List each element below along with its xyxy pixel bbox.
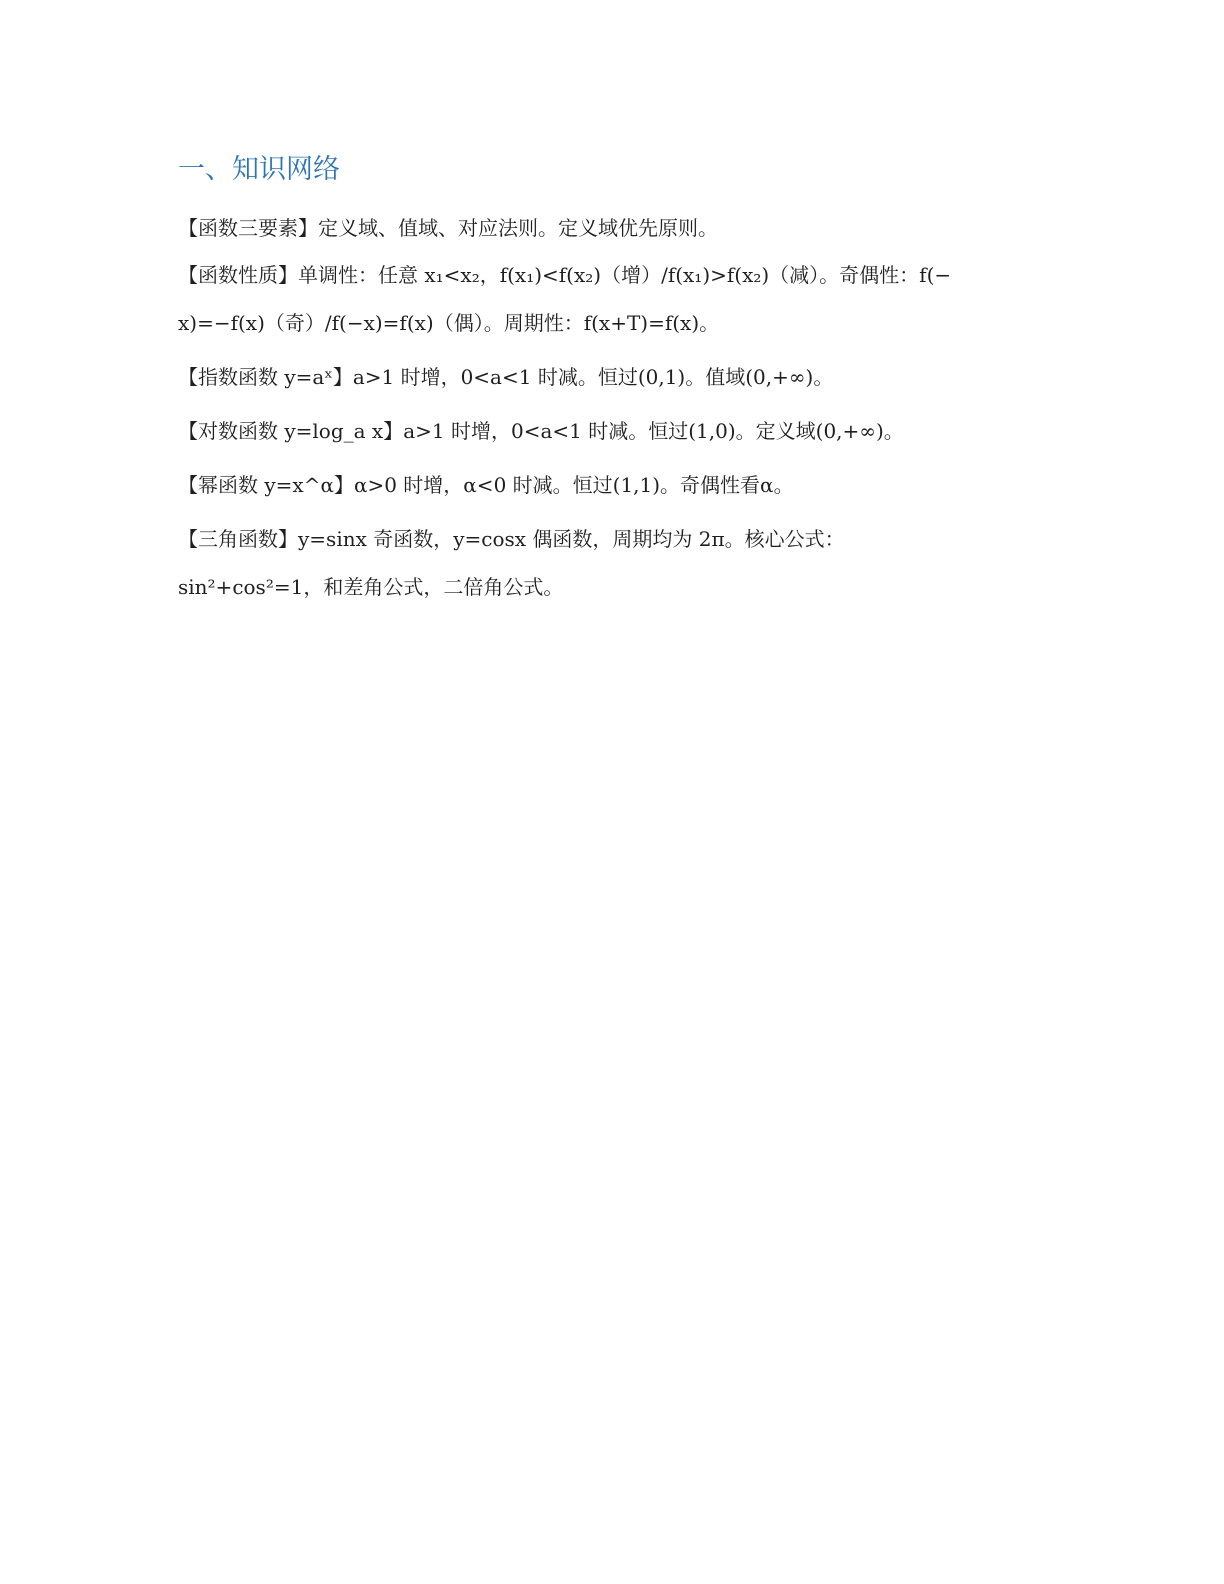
- paragraph-exponential-function: 【指数函数 y=aˣ】a>1 时增，0<a<1 时减。恒过(0,1)。值域(0,+∞)。: [178, 365, 834, 389]
- paragraph-line: sin²+cos²=1，和差角公式，二倍角公式。: [178, 575, 564, 599]
- paragraph-logarithmic-function: 【对数函数 y=log_a x】a>1 时增，0<a<1 时减。恒过(1,0)。定义域(0,+∞)。: [178, 419, 904, 443]
- paragraph-line: 【函数性质】单调性：任意 x₁<x₂，f(x₁)<f(x₂)（增）/f(x₁)>f(x₂)（减）。奇偶性：f(−: [178, 263, 952, 287]
- paragraph-power-function: 【幂函数 y=x^α】α>0 时增，α<0 时减。恒过(1,1)。奇偶性看α。: [178, 473, 794, 497]
- paragraph-function-properties: [178, 251, 1014, 347]
- section-heading: 一、知识网络: [178, 154, 340, 185]
- paragraph-line: 【三角函数】y=sinx 奇函数，y=cosx 偶函数，周期均为 2π。核心公式：: [178, 527, 845, 551]
- paragraph-function-elements: 【函数三要素】定义域、值域、对应法则。定义域优先原则。: [178, 216, 718, 240]
- paragraph-trigonometric-function: [178, 515, 1014, 611]
- paragraph-line: x)=−f(x)（奇）/f(−x)=f(x)（偶）。周期性：f(x+T)=f(x)。: [178, 311, 720, 335]
